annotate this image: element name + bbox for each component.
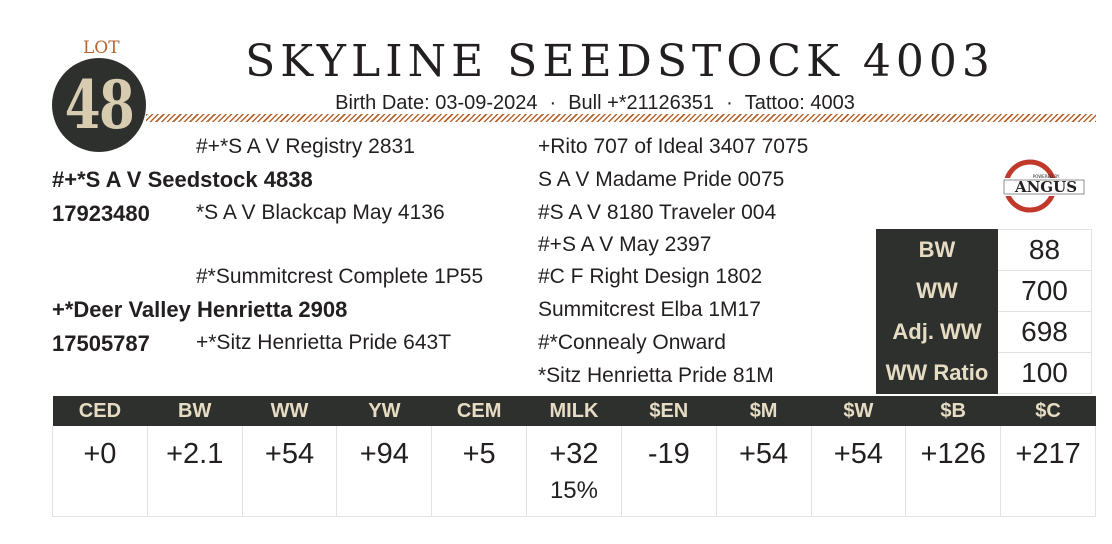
epd-header: BW [147,396,242,426]
epd-cell [906,426,1001,517]
birth-date: Birth Date: 03-09-2024 [335,92,538,114]
epd-header: WW [242,396,337,426]
epd-value: +54 [833,438,883,470]
stat-value: 698 [998,312,1092,353]
stat-row [877,353,1092,394]
grandparent-2: S A V Madame Pride 0075 [538,168,785,191]
stat-label: Adj. WW [877,312,998,353]
stat-row [877,312,1092,353]
epd-header: $EN [621,396,716,426]
sire-sire: #+*S A V Registry 2831 [196,135,415,158]
epd-cell [1001,426,1096,517]
epd-header: $W [811,396,906,426]
stat-row [877,230,1092,271]
epd-cell [527,426,622,517]
grandparent-4: #+S A V May 2397 [538,233,712,256]
stat-label: WW [877,271,998,312]
epd-value: +217 [1015,438,1081,470]
angus-logo [1000,158,1086,214]
grandparent-5: #C F Right Design 1802 [538,265,763,288]
grandparent-8: *Sitz Henrietta Pride 81M [538,364,774,387]
epd-value: +5 [462,438,496,470]
grandparent-7: #*Connealy Onward [538,331,726,354]
epd-value: +0 [83,438,117,470]
epd-cell [716,426,811,517]
dam-sire: #*Summitcrest Complete 1P55 [196,265,484,288]
subtitle [160,92,1030,115]
epd-value-row [53,426,1096,517]
sire: #+*S A V Seedstock 4838 [52,167,313,192]
stat-row [877,271,1092,312]
epd-value: +94 [359,438,409,470]
epd-value: +32 [549,438,599,470]
decorative-rule [146,114,1096,122]
stat-label: BW [877,230,998,271]
grandparent-3: #S A V 8180 Traveler 004 [538,201,777,224]
epd-cell [147,426,242,517]
stat-label: WW Ratio [877,353,998,394]
epd-cell [432,426,527,517]
stat-value: 88 [998,230,1092,271]
angus-logo-text: ANGUS [1014,178,1078,196]
separator: · [549,92,557,114]
lot-number: 48 [64,66,134,144]
stat-value: 700 [998,271,1092,312]
tattoo: Tattoo: 4003 [744,92,855,114]
epd-header: CED [53,396,148,426]
epd-header: CEM [432,396,527,426]
dam: +*Deer Valley Henrietta 2908 [52,297,348,322]
epd-cell [811,426,906,517]
performance-table [876,229,1092,394]
epd-table [52,396,1096,517]
epd-cell [621,426,716,517]
epd-header-row [53,396,1096,426]
epd-cell [53,426,148,517]
epd-value: +2.1 [166,438,224,470]
grandparent-1: +Rito 707 of Ideal 3407 7075 [538,135,809,158]
epd-header: $C [1001,396,1096,426]
separator: · [726,92,733,114]
page-title: SKYLINE SEEDSTOCK 4003 [245,36,995,87]
stat-value: 100 [998,353,1092,394]
lot-label: LOT [83,38,120,58]
epd-value: +126 [920,438,986,470]
dam-registration: 17505787 [52,331,150,356]
sire-dam: *S A V Blackcap May 4136 [196,201,445,224]
epd-cell [242,426,337,517]
epd-header: MILK [527,396,622,426]
epd-value: +54 [264,438,315,470]
epd-cell [337,426,432,517]
epd-header: $B [906,396,1001,426]
epd-header: $M [716,396,811,426]
milk-percentile: 15% [549,477,598,504]
angus-logo-small-text: POWERED BY [1032,174,1060,179]
sire-registration: 17923480 [52,201,150,226]
dam-dam: +*Sitz Henrietta Pride 643T [196,331,452,354]
epd-value: +54 [738,438,789,470]
epd-value: -19 [647,438,690,470]
epd-header: YW [337,396,432,426]
bull-registration: Bull +*21126351 [568,92,715,114]
grandparent-6: Summitcrest Elba 1M17 [538,298,761,321]
